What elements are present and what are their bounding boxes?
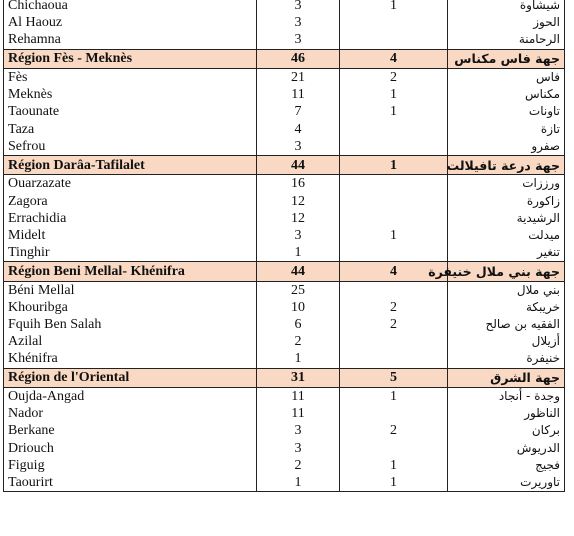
secondary-count-cell: 1 — [340, 86, 448, 103]
secondary-count-cell — [340, 440, 448, 457]
secondary-count-cell — [340, 192, 448, 209]
name-fr-cell: Taourirt — [4, 474, 257, 492]
secondary-count-cell: 2 — [340, 316, 448, 333]
table-row — [4, 31, 565, 49]
table-row — [4, 192, 565, 209]
secondary-count-cell: 2 — [340, 422, 448, 439]
table-row — [4, 440, 565, 457]
secondary-count-cell — [340, 14, 448, 31]
name-fr-cell: Région Darâa-Tafilalet — [4, 155, 257, 174]
table-row — [4, 281, 565, 299]
count-cell: 46 — [257, 49, 340, 68]
count-cell: 12 — [257, 210, 340, 227]
name-ar-cell: فاس — [448, 68, 565, 86]
name-fr-cell: Khouribga — [4, 299, 257, 316]
name-ar-cell: تاوريرت — [448, 474, 565, 492]
table-row — [4, 14, 565, 31]
count-cell: 11 — [257, 387, 340, 405]
count-cell: 3 — [257, 138, 340, 156]
count-cell: 3 — [257, 14, 340, 31]
table-row — [4, 405, 565, 422]
table-row — [4, 68, 565, 86]
secondary-count-cell — [340, 333, 448, 350]
name-fr-cell: Tinghir — [4, 244, 257, 262]
name-ar-cell: جهة درعة تافيلالت — [448, 155, 565, 174]
name-fr-cell: Rehamna — [4, 31, 257, 49]
secondary-count-cell — [340, 281, 448, 299]
count-cell: 11 — [257, 86, 340, 103]
name-ar-cell: جهة فاس مكناس — [448, 49, 565, 68]
name-fr-cell: Béni Mellal — [4, 281, 257, 299]
regions-table-body — [4, 0, 565, 492]
name-fr-cell: Région Beni Mellal- Khénifra — [4, 262, 257, 281]
name-fr-cell: Meknès — [4, 86, 257, 103]
count-cell: 2 — [257, 333, 340, 350]
name-fr-cell: Khénifra — [4, 350, 257, 368]
secondary-count-cell — [340, 350, 448, 368]
secondary-count-cell — [340, 175, 448, 193]
name-fr-cell: Taza — [4, 121, 257, 138]
count-cell: 25 — [257, 281, 340, 299]
name-ar-cell: صفرو — [448, 138, 565, 156]
name-ar-cell: بني ملال — [448, 281, 565, 299]
region-row — [4, 49, 565, 68]
region-row — [4, 262, 565, 281]
secondary-count-cell: 1 — [340, 387, 448, 405]
secondary-count-cell: 4 — [340, 49, 448, 68]
count-cell: 7 — [257, 103, 340, 120]
table-row — [4, 299, 565, 316]
table-row — [4, 86, 565, 103]
name-ar-cell: ورززات — [448, 175, 565, 193]
secondary-count-cell: 1 — [340, 474, 448, 492]
region-row — [4, 155, 565, 174]
count-cell: 11 — [257, 405, 340, 422]
name-fr-cell: Sefrou — [4, 138, 257, 156]
table-row — [4, 244, 565, 262]
name-ar-cell: الرحامنة — [448, 31, 565, 49]
count-cell: 4 — [257, 121, 340, 138]
name-ar-cell: خنيفرة — [448, 350, 565, 368]
name-ar-cell: أزيلال — [448, 333, 565, 350]
name-ar-cell: جهة الشرق — [448, 368, 565, 387]
secondary-count-cell: 1 — [340, 0, 448, 14]
table-row — [4, 227, 565, 244]
count-cell: 1 — [257, 244, 340, 262]
name-fr-cell: Zagora — [4, 192, 257, 209]
name-fr-cell: Berkane — [4, 422, 257, 439]
name-ar-cell: تنغير — [448, 244, 565, 262]
name-ar-cell: فجيج — [448, 457, 565, 474]
name-fr-cell: Chichaoua — [4, 0, 257, 14]
count-cell: 3 — [257, 0, 340, 14]
secondary-count-cell: 2 — [340, 68, 448, 86]
table-row — [4, 103, 565, 120]
name-ar-cell: الناظور — [448, 405, 565, 422]
count-cell: 1 — [257, 474, 340, 492]
table-row — [4, 457, 565, 474]
count-cell: 3 — [257, 31, 340, 49]
name-fr-cell: Taounate — [4, 103, 257, 120]
table-row — [4, 175, 565, 193]
secondary-count-cell — [340, 405, 448, 422]
table-row — [4, 387, 565, 405]
count-cell: 31 — [257, 368, 340, 387]
secondary-count-cell — [340, 244, 448, 262]
table-row — [4, 0, 565, 14]
count-cell: 10 — [257, 299, 340, 316]
secondary-count-cell: 2 — [340, 299, 448, 316]
name-ar-cell: جهة بني ملال خنيفرة — [448, 262, 565, 281]
table-row — [4, 422, 565, 439]
secondary-count-cell: 5 — [340, 368, 448, 387]
table-row — [4, 121, 565, 138]
name-fr-cell: Midelt — [4, 227, 257, 244]
name-ar-cell: خريبكة — [448, 299, 565, 316]
name-ar-cell: وجدة - أنجاد — [448, 387, 565, 405]
name-ar-cell: تازة — [448, 121, 565, 138]
secondary-count-cell: 4 — [340, 262, 448, 281]
secondary-count-cell: 1 — [340, 457, 448, 474]
name-ar-cell: تاونات — [448, 103, 565, 120]
table-row — [4, 350, 565, 368]
name-fr-cell: Région de l'Oriental — [4, 368, 257, 387]
count-cell: 1 — [257, 350, 340, 368]
secondary-count-cell — [340, 138, 448, 156]
count-cell: 6 — [257, 316, 340, 333]
table-row — [4, 138, 565, 156]
count-cell: 44 — [257, 262, 340, 281]
count-cell: 2 — [257, 457, 340, 474]
count-cell: 12 — [257, 192, 340, 209]
name-ar-cell: ميدلت — [448, 227, 565, 244]
name-fr-cell: Figuig — [4, 457, 257, 474]
secondary-count-cell: 1 — [340, 155, 448, 174]
name-ar-cell: زاكورة — [448, 192, 565, 209]
secondary-count-cell — [340, 210, 448, 227]
table-row — [4, 474, 565, 492]
secondary-count-cell — [340, 121, 448, 138]
name-fr-cell: Fès — [4, 68, 257, 86]
name-fr-cell: Nador — [4, 405, 257, 422]
name-ar-cell: الفقيه بن صالح — [448, 316, 565, 333]
table-row — [4, 210, 565, 227]
name-fr-cell: Errachidia — [4, 210, 257, 227]
name-ar-cell: الحوز — [448, 14, 565, 31]
secondary-count-cell: 1 — [340, 227, 448, 244]
name-ar-cell: مكناس — [448, 86, 565, 103]
name-fr-cell: Azilal — [4, 333, 257, 350]
name-fr-cell: Al Haouz — [4, 14, 257, 31]
secondary-count-cell — [340, 31, 448, 49]
name-ar-cell: الرشيدية — [448, 210, 565, 227]
count-cell: 3 — [257, 227, 340, 244]
count-cell: 3 — [257, 440, 340, 457]
count-cell: 21 — [257, 68, 340, 86]
name-fr-cell: Fquih Ben Salah — [4, 316, 257, 333]
table-row — [4, 333, 565, 350]
name-ar-cell: الدريوش — [448, 440, 565, 457]
name-ar-cell: شيشاوة — [448, 0, 565, 14]
count-cell: 3 — [257, 422, 340, 439]
name-fr-cell: Région Fès - Meknès — [4, 49, 257, 68]
secondary-count-cell: 1 — [340, 103, 448, 120]
table-row — [4, 316, 565, 333]
name-fr-cell: Ouarzazate — [4, 175, 257, 193]
count-cell: 44 — [257, 155, 340, 174]
name-ar-cell: بركان — [448, 422, 565, 439]
name-fr-cell: Driouch — [4, 440, 257, 457]
regions-table — [3, 0, 565, 492]
region-row — [4, 368, 565, 387]
name-fr-cell: Oujda-Angad — [4, 387, 257, 405]
count-cell: 16 — [257, 175, 340, 193]
